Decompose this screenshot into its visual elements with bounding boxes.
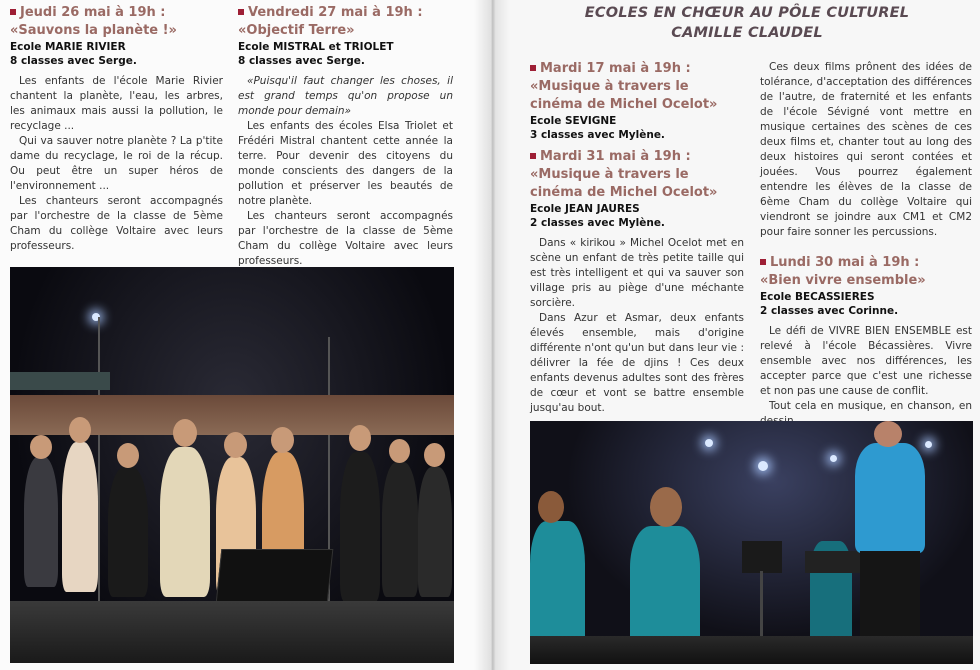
bullet-square-icon	[10, 9, 16, 15]
event-title: «Musique à travers le cinéma de Michel Ocelot»	[530, 167, 718, 200]
event-date: Lundi 30 mai à 19h :	[760, 254, 972, 272]
page-gutter	[474, 0, 510, 670]
stage-light	[705, 439, 713, 447]
stage-light	[830, 455, 837, 462]
event-title: «Bien vivre ensemble»	[760, 273, 926, 288]
child	[340, 452, 380, 602]
body-paragraph: Les enfants de l'école Marie Rivier chantent la planète, l'eau, les arbres, les animaux mais aussi la pollution, le recyclage ...	[10, 75, 223, 132]
spacer	[760, 240, 972, 254]
body-paragraph: Tout cela en musique, en chanson, en	[769, 400, 972, 412]
choir-photo	[10, 267, 454, 663]
bullet-square-icon	[530, 65, 536, 71]
banner-line: CAMILLE CLAUDEL	[671, 25, 823, 41]
bullet-square-icon	[238, 9, 244, 15]
event-school: Ecole JEAN JAURES	[530, 203, 640, 215]
event-date: Mardi 17 mai à 19h :	[530, 60, 744, 78]
child	[62, 442, 98, 592]
event-title: «Sauvons la planète !»	[10, 23, 177, 38]
event-title: «Objectif Terre»	[238, 23, 355, 38]
body-paragraph: Qui va sauver notre planète ? La p'tite dame du recyclage, le roi de la récup. Ou peut être un super héros de l'environnement ...	[10, 135, 223, 192]
event-classes: 8 classes avec Serge.	[238, 55, 365, 67]
child	[108, 467, 148, 597]
event-date: Mardi 31 mai à 19h :	[530, 148, 744, 166]
child-head	[389, 439, 410, 463]
music-stand	[742, 541, 782, 573]
child-head	[173, 419, 197, 447]
event-column-jeudi	[10, 4, 223, 254]
body-paragraph: Les chanteurs seront accompagnés par l'orchestre de la classe de 5ème Cham du collège Voltaire avec leurs professeurs.	[10, 195, 223, 252]
event-school: Ecole SEVIGNE	[530, 115, 617, 127]
event-classes: 2 classes avec Corinne.	[760, 305, 899, 317]
musician-head	[650, 487, 682, 527]
music-stand	[805, 551, 865, 573]
child-head	[69, 417, 91, 443]
child-head	[424, 443, 445, 467]
event-column-becassieres	[760, 60, 972, 429]
event-title: «Musique à travers le cinéma de Michel Ocelot»	[530, 79, 718, 112]
event-school: Ecole BECASSIERES	[760, 291, 875, 303]
event-column-ocelot	[530, 60, 744, 416]
child	[24, 457, 58, 587]
music-stand	[10, 372, 110, 390]
body-paragraph: Dans « kirikou » Michel Ocelot met en scène un enfant de très petite taille qui est très intelligent et qui va sauver son village pris au piège d'une méchante sorcière.	[530, 237, 744, 309]
bullet-square-icon	[760, 259, 766, 265]
child-head	[224, 432, 247, 458]
stage-light	[758, 461, 768, 471]
orchestra-photo	[530, 421, 973, 664]
body-paragraph: Dans Azur et Asmar, deux enfants élevés ensemble, mais d'origine différente n'ont qu'un but dans leur vie : délivrer la fée de djins ! Ces deux enfants devenus adultes sont des frères de cœur et vont se battre ensemble jusqu'au bout.	[530, 312, 744, 414]
event-date: Vendredi 27 mai à 19h :	[238, 4, 453, 22]
conductor-head	[874, 421, 902, 447]
child-head	[271, 427, 294, 453]
stage-floor	[10, 601, 454, 663]
body-paragraph: Le défi de VIVRE BIEN ENSEMBLE est relevé à l'école Bécassières. Vivre ensemble avec nos différences, les accepter parce que c'est une richesse et non pas une cause de conflit.	[760, 325, 972, 397]
bullet-square-icon	[530, 153, 536, 159]
body-paragraph: Les chanteurs seront accompagnés par l'orchestre de la classe de 5ème Cham du collège Voltaire avec leurs professeurs.	[238, 210, 453, 267]
intro-paragraph: Ces deux films prônent des idées de tolérance, d'acceptation des différences de l'autre, de fraternité et les enfants de l'école Sévigné vont mettre en musique certaines des scènes de ces deux films et, chanter tout au long des deux histoires qui seront contées et jouées. Vous pourrez également entendre les élèves de la classe de 6ème Cham du collège Voltaire qui viendront se joindre aux CM1 et CM2 pour faire sonner les percussions.	[760, 61, 972, 238]
event-classes: 8 classes avec Serge.	[10, 55, 137, 67]
page-banner	[582, 3, 912, 43]
event-date: Jeudi 26 mai à 19h :	[10, 4, 223, 22]
stage-floor	[530, 636, 973, 664]
event-classes: 2 classes avec Mylène.	[530, 217, 665, 229]
child-head	[30, 435, 52, 459]
quote-paragraph: «Puisqu'il faut changer les choses, il est grand temps qu'on propose un monde pour demain»	[238, 75, 453, 117]
conductor	[855, 443, 925, 553]
event-school: Ecole MISTRAL et TRIOLET	[238, 41, 394, 53]
child-head	[349, 425, 371, 451]
event-school: Ecole MARIE RIVIER	[10, 41, 126, 53]
child-head	[117, 443, 139, 468]
child	[382, 462, 418, 597]
child	[160, 447, 210, 597]
right-page	[492, 0, 980, 670]
body-paragraph: Les enfants des écoles Elsa Triolet et Frédéri Mistral chantent cette année la terre. Pour devenir des citoyens du monde conscients des dangers de la pollution et préserver les beautés de notre planète.	[238, 120, 453, 207]
mic-stand	[98, 317, 100, 617]
child	[418, 467, 452, 597]
banner-line: ECOLES EN CHŒUR AU PÔLE CULTUREL	[584, 5, 910, 21]
stage-light	[925, 441, 932, 448]
musician-head	[538, 491, 564, 523]
event-classes: 3 classes avec Mylène.	[530, 129, 665, 141]
event-column-vendredi	[238, 4, 453, 269]
